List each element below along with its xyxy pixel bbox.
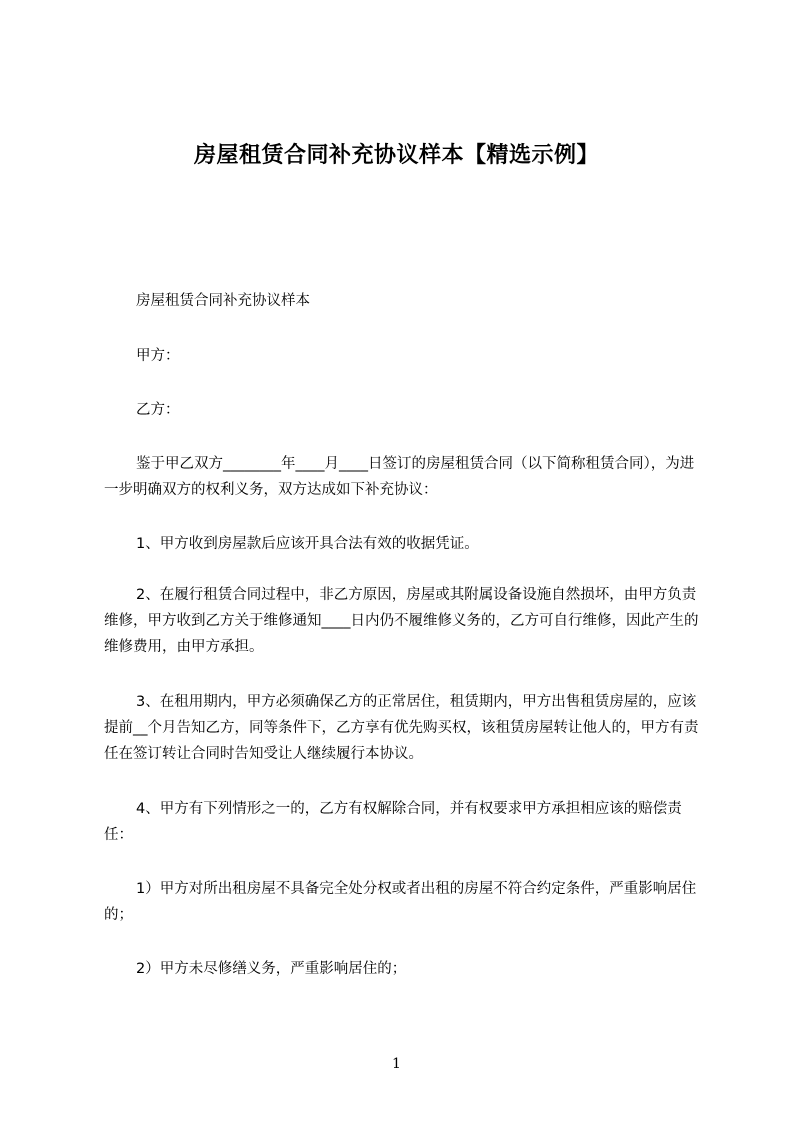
page-number: 1 [392, 1056, 401, 1072]
paragraph-clause-2: 2、在履行租赁合同过程中，非乙方原因，房屋或其附属设备设施自然损坏，由甲方负责维修，甲方收到乙方关于维修通知____日内仍不履维修义务的，乙方可自行维修，因此产生的维修费用，由甲方承担。 [104, 587, 699, 655]
paragraph-clause-3: 3、在租用期内，甲方必须确保乙方的正常居住，租赁期内，甲方出售租赁房屋的，应该提前__个月告知乙方，同等条件下，乙方享有优先购买权，该租赁房屋转让他人的，甲方有责任在签订转让合同时告知受让人继续履行本协议。 [104, 694, 699, 762]
paragraph-party-b: 乙方： [136, 402, 180, 418]
paragraph-item-2: 2）甲方未尽修缮义务，严重影响居住的； [136, 961, 407, 977]
document-title: 房屋租赁合同补充协议样本【精选示例】 [193, 143, 599, 168]
paragraph-subtitle: 房屋租赁合同补充协议样本 [136, 293, 310, 309]
paragraph-clause-4: 4、甲方有下列情形之一的，乙方有权解除合同，并有权要求甲方承担相应该的赔偿责任： [104, 801, 682, 843]
paragraph-preamble: 鉴于甲乙双方________年____月____日签订的房屋租赁合同（以下简称租赁合同），为进一步明确双方的权利义务，双方达成如下补充协议： [104, 456, 695, 498]
paragraph-clause-1: 1、甲方收到房屋款后应该开具合法有效的收据凭证。 [136, 536, 479, 552]
paragraph-item-1: 1）甲方对所出租房屋不具备完全处分权或者出租的房屋不符合约定条件，严重影响居住的； [104, 881, 697, 923]
paragraph-party-a: 甲方： [136, 348, 180, 364]
